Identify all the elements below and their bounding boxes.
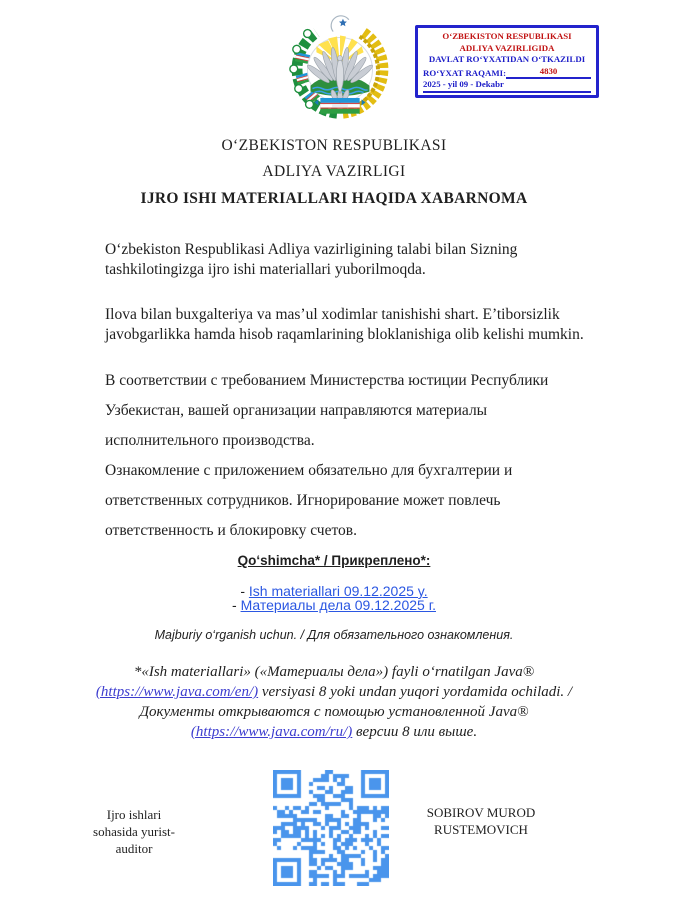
signature-role-line: Ijro ishlari xyxy=(106,807,162,822)
uzbekistan-emblem-icon xyxy=(281,12,399,120)
attachment-dash: - xyxy=(232,597,241,613)
signature-name xyxy=(400,804,562,838)
java-note-text: версии 8 или выше. xyxy=(352,724,478,740)
title-ministry: ADLIYA VAZIRLIGI xyxy=(262,163,406,180)
java-note-line: Документы открываются с помощью установленной Java® xyxy=(139,704,529,720)
java-requirement-note xyxy=(0,662,668,742)
document-heading: IJRO ISHI MATERIALLARI HAQIDA XABARNOMA xyxy=(140,190,528,207)
stamp-line-republic: O‘ZBEKISTON RESPUBLIKASI xyxy=(442,31,572,41)
attachment-dash: - xyxy=(240,583,249,599)
stamp-line-ministry: ADLIYA VAZIRLIGIDA xyxy=(459,42,555,53)
stamp-date: 2025 - yil 09 - Dekabr xyxy=(423,79,591,93)
attachment-links xyxy=(0,584,668,612)
java-download-link-en[interactable]: (https://www.java.com/en/) xyxy=(95,684,259,700)
signature-name-line: SOBIROV MUROD xyxy=(426,805,536,820)
qr-code xyxy=(273,770,389,886)
attachment-link-row xyxy=(0,598,668,612)
java-note-line: *«Ish materiallari» («Материалы дела») fayli o‘rnatilgan Java® xyxy=(133,664,535,680)
signature-role-line: sohasida yurist- xyxy=(93,824,175,839)
signature-role-line: auditor xyxy=(115,841,153,856)
title-republic: O‘ZBEKISTON RESPUBLIKASI xyxy=(221,137,447,154)
stamp-registration-row xyxy=(423,66,591,80)
java-note-text: versiyasi 8 yoki undan yuqori yordamida ochiladi. / xyxy=(258,684,573,700)
signature-role xyxy=(68,806,200,857)
attachment-link-uz[interactable]: Ish materiallari 09.12.2025 y. xyxy=(248,583,428,599)
java-note-line xyxy=(0,722,668,742)
stamp-reg-label: RO‘YXAT RAQAMI: xyxy=(423,67,506,78)
mandatory-note: Majburiy o‘rganish uchun. / Для обязательного ознакомления. xyxy=(154,628,514,642)
java-download-link-ru[interactable]: (https://www.java.com/ru/) xyxy=(190,724,353,740)
paragraph-ru-2: Ознакомление с приложением обязательно для бухгалтерии и ответственных сотрудников. Игнорирование может повлечь ответственность и блокировку счетов. xyxy=(105,462,513,539)
registration-stamp xyxy=(415,25,599,98)
attachment-link-row xyxy=(0,584,668,598)
paragraph-uz-1: O‘zbekiston Respublikasi Adliya vazirligining talabi bilan Sizning tashkilotingizga ijro ishi materiallari yuborilmoqda. xyxy=(105,241,518,278)
paragraph-uz-2: Ilova bilan buxgalteriya va mas’ul xodimlar tanishishi shart. E’tiborsizlik javobgarlikka hamda hisob raqamlarining bloklanishiga olib kelishi mumkin. xyxy=(105,306,584,343)
stamp-line-registered: DAVLAT RO‘YXATIDAN O‘TKAZILDI xyxy=(428,54,586,64)
attachment-link-ru[interactable]: Материалы дела 09.12.2025 г. xyxy=(240,597,436,613)
paragraph-ru-1: В соответствии с требованием Министерства юстиции Республики Узбекистан, вашей организации направляются материалы исполнительного производства. xyxy=(105,372,549,449)
stamp-reg-number: 4830 xyxy=(506,66,591,80)
signature-name-line: RUSTEMOVICH xyxy=(434,822,528,837)
attachments-heading: Qo‘shimcha* / Прикреплено*: xyxy=(237,553,431,568)
java-note-line xyxy=(0,682,668,702)
